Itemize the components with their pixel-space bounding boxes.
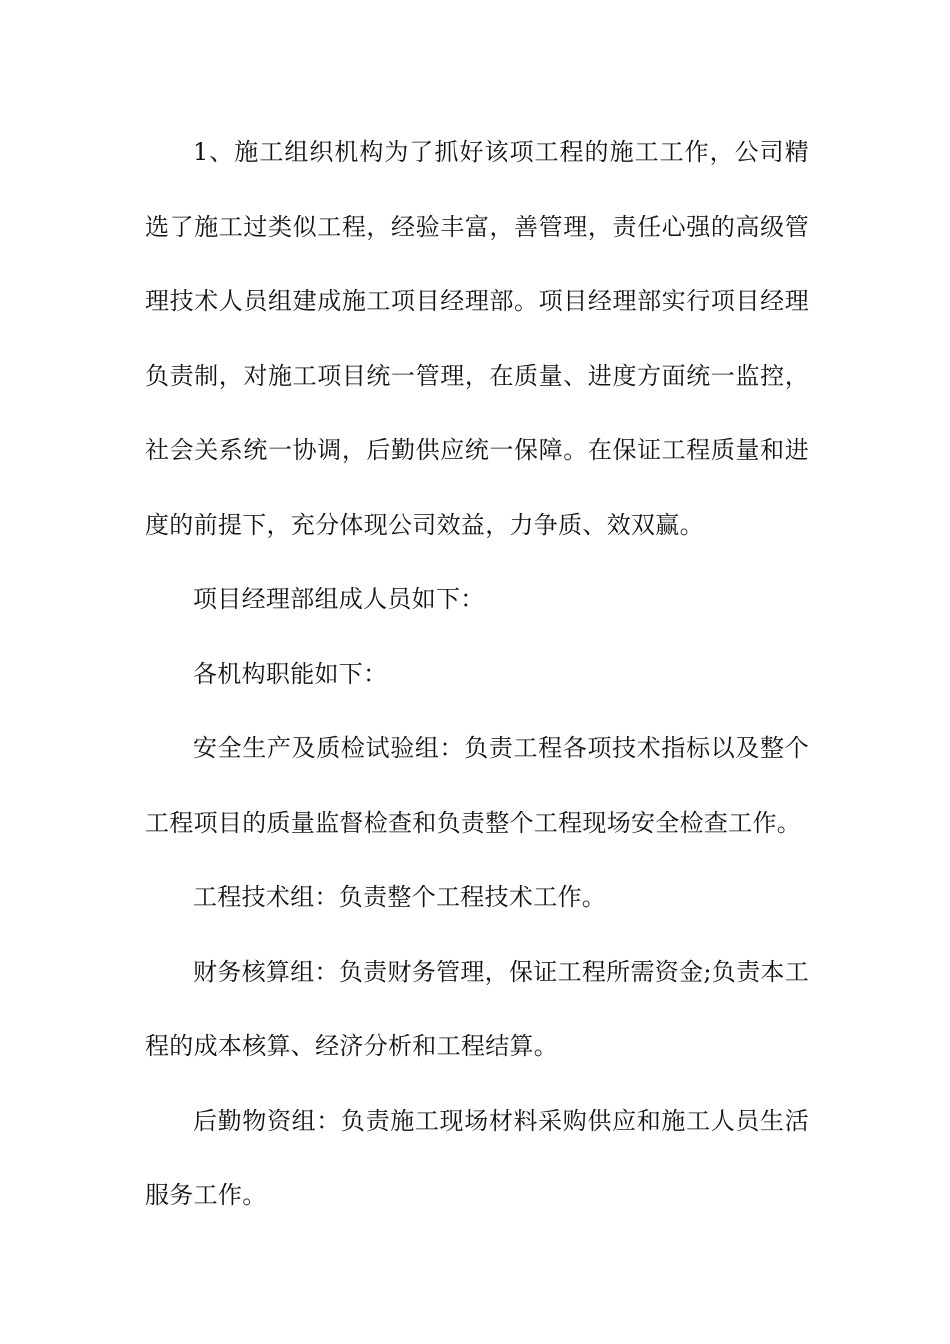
paragraph-finance-group: 财务核算组：负责财务管理，保证工程所需资金;负责本工程的成本核算、经济分析和工程结算。 bbox=[145, 957, 809, 1060]
paragraph-organization: 1、施工组织机构为了抓好该项工程的施工工作，公司精选了施工过类似工程，经验丰富，善管理，责任心强的高级管理技术人员组建成施工项目经理部。项目经理部实行项目经理负责制，对施工项目统一管理，在质量、进度方面统一监控，社会关系统一协调，后勤供应统一保障。在保证工程质量和进度的前提下，充分体现公司效益，力争质、效双赢。 bbox=[145, 138, 809, 539]
document-body bbox=[145, 115, 809, 1233]
paragraph-logistics-group: 后勤物资组：负责施工现场材料采购供应和施工人员生活服务工作。 bbox=[145, 1106, 809, 1209]
paragraph-members-intro: 项目经理部组成人员如下： bbox=[193, 585, 485, 613]
paragraph-safety-quality-group: 安全生产及质检试验组：负责工程各项技术指标以及整个工程项目的质量监督检查和负责整个工程现场安全检查工作。 bbox=[145, 734, 809, 837]
paragraph-functions-intro: 各机构职能如下： bbox=[193, 659, 388, 688]
paragraph-engineering-tech-group: 工程技术组：负责整个工程技术工作。 bbox=[193, 883, 607, 911]
